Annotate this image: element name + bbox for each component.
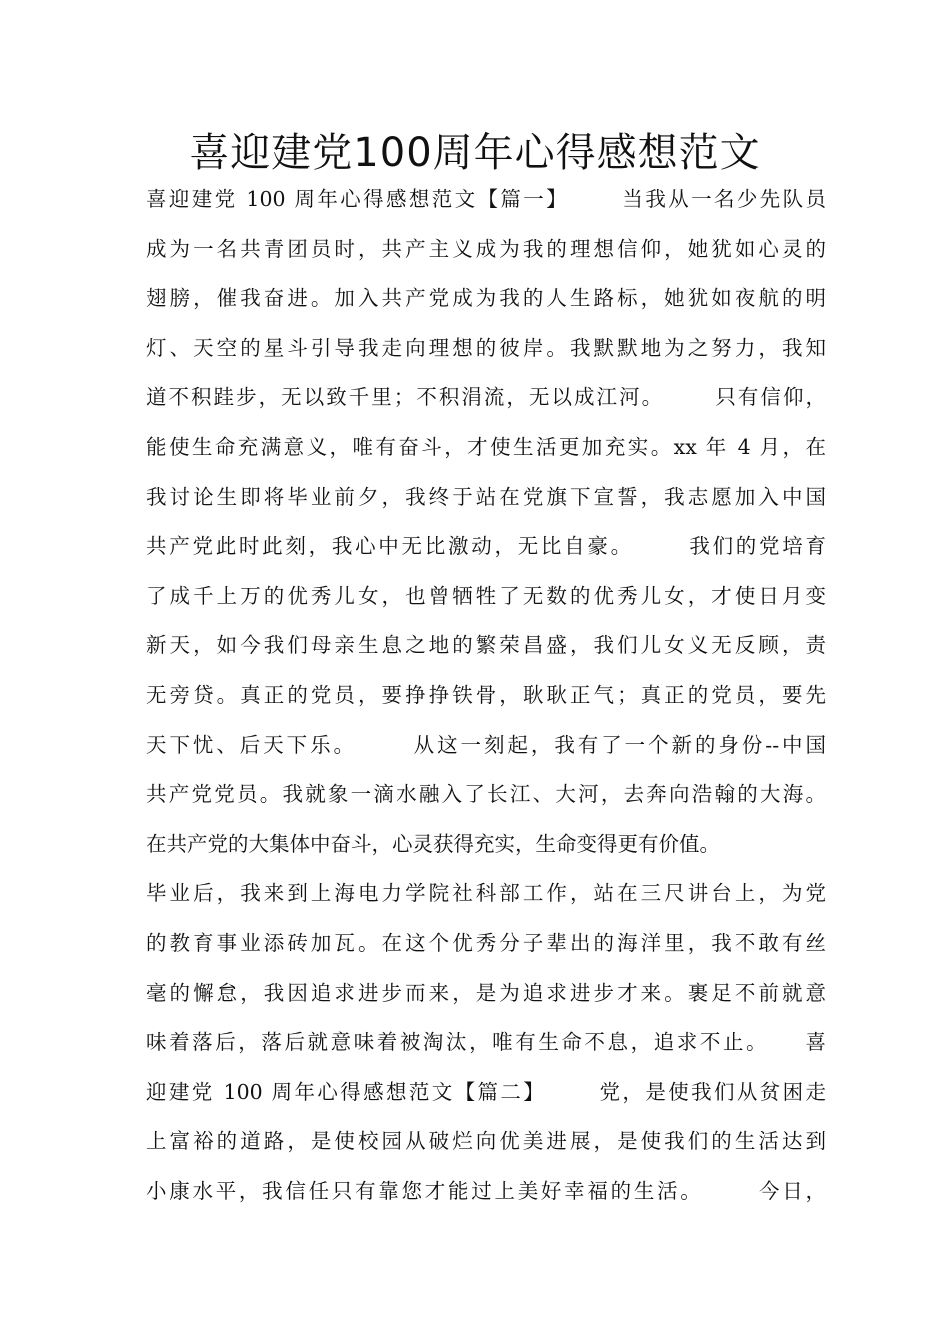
body-line: 道不积跬步，无以致千里；不积涓流，无以成江河。 只有信仰， <box>146 385 826 410</box>
body-line: 我讨论生即将毕业前夕，我终于站在党旗下宣誓，我志愿加入中国 <box>146 484 826 509</box>
body-line: 的教育事业添砖加瓦。在这个优秀分子辈出的海洋里，我不敢有丝 <box>146 930 826 955</box>
body-line: 灯、天空的星斗引导我走向理想的彼岸。我默默地为之努力，我知 <box>146 335 826 360</box>
body-line: 喜迎建党 100 周年心得感想范文【篇一】 当我从一名少先队员 <box>146 187 826 211</box>
body-line: 毫的懈怠，我因追求进步而来，是为追求进步才来。裹足不前就意 <box>146 980 826 1005</box>
body-line: 了成千上万的优秀儿女，也曾牺牲了无数的优秀儿女，才使日月变 <box>146 583 826 608</box>
body-line: 无旁贷。真正的党员，要挣挣铁骨，耿耿正气；真正的党员，要先 <box>146 682 826 707</box>
body-line: 成为一名共青团员时，共产主义成为我的理想信仰，她犹如心灵的 <box>146 236 826 261</box>
body-line: 上富裕的道路，是使校园从破烂向优美进展，是使我们的生活达到 <box>146 1129 826 1154</box>
body-line: 共产党党员。我就象一滴水融入了长江、大河，去奔向浩翰的大海。 <box>146 782 826 807</box>
body-line: 天下忧、后天下乐。 从这一刻起，我有了一个新的身份--中国 <box>146 732 826 757</box>
body-line: 毕业后，我来到上海电力学院社科部工作，站在三尺讲台上，为党 <box>146 881 826 906</box>
document-title: 喜迎建党100周年心得感想范文 <box>189 130 761 176</box>
body-line: 在共产党的大集体中奋斗，心灵获得充实，生命变得更有价值。 <box>146 831 720 856</box>
body-line: 迎建党 100 周年心得感想范文【篇二】 党，是使我们从贫困走 <box>146 1079 826 1104</box>
body-line: 翅膀，催我奋进。加入共产党成为我的人生路标，她犹如夜航的明 <box>146 286 826 311</box>
body-line: 共产党此时此刻，我心中无比激动，无比自豪。 我们的党培育 <box>146 534 826 559</box>
body-line: 能使生命充满意义，唯有奋斗，才使生活更加充实。xx 年 4 月，在 <box>146 434 826 459</box>
document-body <box>146 175 826 1216</box>
body-line: 新天，如今我们母亲生息之地的繁荣昌盛，我们儿女义无反顾，责 <box>146 633 826 658</box>
body-line: 小康水平，我信任只有靠您才能过上美好幸福的生活。 今日， <box>146 1178 826 1203</box>
body-line: 味着落后，落后就意味着被淘汰，唯有生命不息，追求不止。 喜 <box>146 1030 826 1055</box>
